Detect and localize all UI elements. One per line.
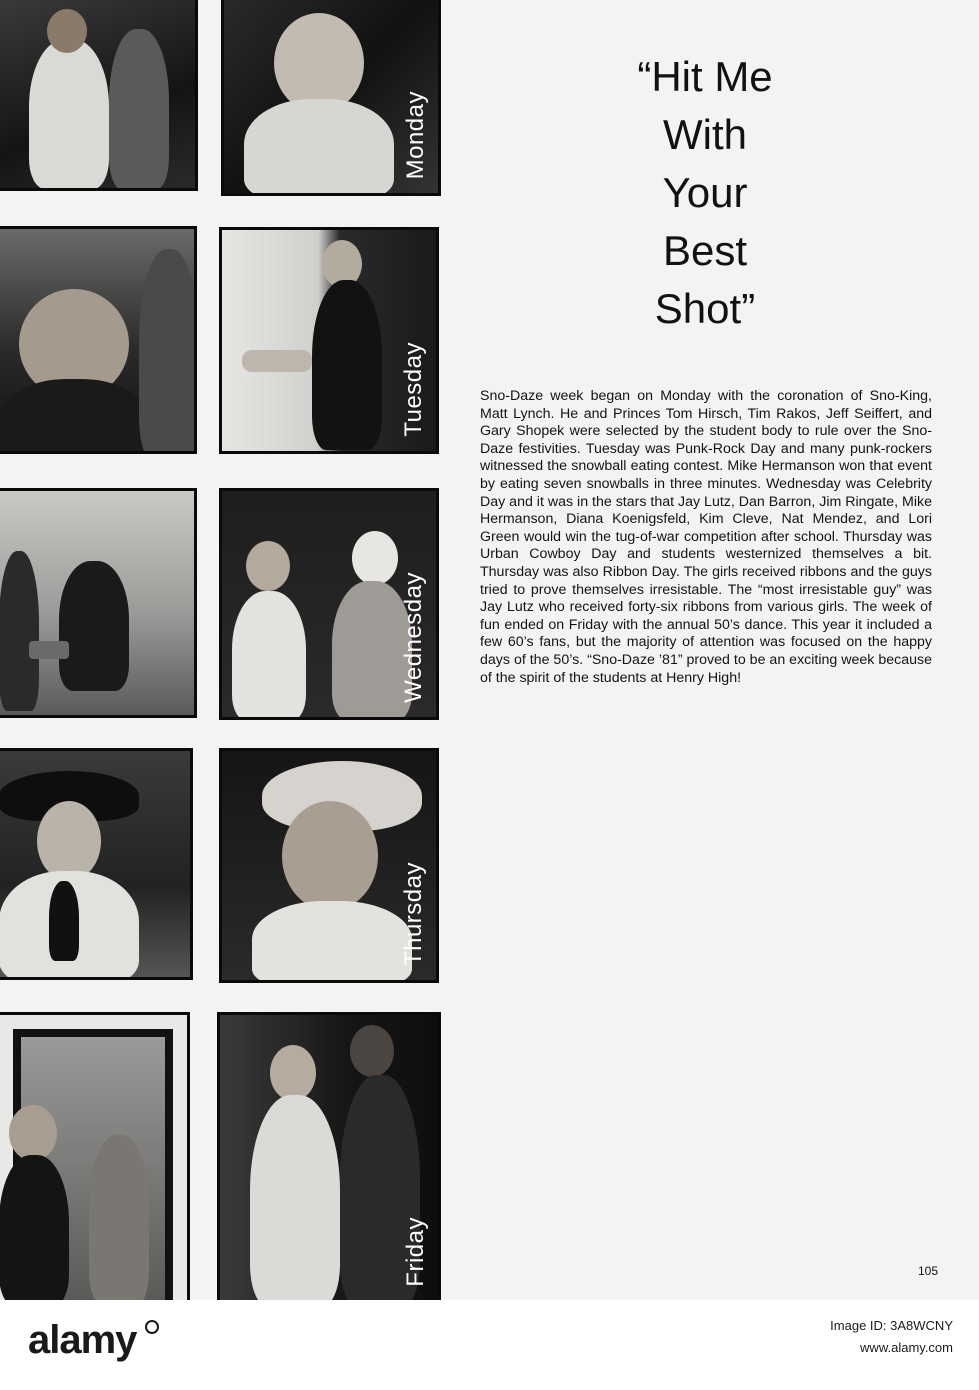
article-body: Sno-Daze week began on Monday with the coronation of Sno-King, Matt Lynch. He and Princes Tom Hirsch, Tim Rakos, Jeff Seiffert, and Gary Shopek were selected by the student body to rule over the Sno-Daze festivities. Tuesday was Punk-Rock Day and many punk-rockers witnessed the snowball eating contest. Mike Hermanson won that event by eating seven snowballs in three minutes. Wednesday was Celebrity Day and it was in the stars that Jay Lutz, Dan Barron, Jim Ringate, Mike Hermanson, Diana Koenigsfeld, Kim Cleve, Nat Mendez, and Lori Green would win the tug-of-war competition after school. Thursday was Urban Cowboy Day and students westernized themselves a bit. Thursday was also Ribbon Day. The girls received ribbons and the guys tried to prove themselves irresistable. The “most irresistable guy” was Jay Lutz who received forty-six ribbons from various girls. The week of fun ended on Friday with the annual 50’s dance. This year it included a few 60’s fans, but the majority of attention was focused on the happy days of the 50’s. “Sno-Daze ’81” proved to be an exciting week because of the spirit of the students at Henry High!	[480, 388, 932, 686]
photo-monday-dance	[0, 0, 198, 191]
photo-tuesday-punk	[0, 226, 197, 454]
headline	[560, 48, 850, 338]
headline-line: Best	[662, 227, 748, 274]
headline-line: Shot”	[654, 285, 756, 332]
headline-line: “Hit Me	[637, 53, 773, 100]
page-number: 105	[918, 1264, 939, 1278]
brand-logo: alamy	[28, 1318, 137, 1362]
photo-friday-greaser	[0, 1012, 190, 1300]
stock-footer	[0, 1300, 979, 1390]
photo-tuesday	[219, 227, 439, 454]
photo-thursday-cowboy	[0, 748, 193, 980]
photo-thursday	[219, 748, 439, 983]
photo-wednesday	[219, 488, 439, 720]
brand-mark-icon	[145, 1320, 159, 1334]
day-label-wednesday: Wednesday	[400, 572, 427, 703]
day-label-tuesday: Tuesday	[400, 342, 427, 437]
headline-line: With	[663, 111, 747, 158]
photo-friday	[217, 1012, 441, 1300]
photo-monday	[221, 0, 441, 196]
site-url: www.alamy.com	[860, 1340, 953, 1355]
photo-wednesday-tug	[0, 488, 197, 718]
image-id: Image ID: 3A8WCNY	[830, 1318, 953, 1333]
day-label-thursday: Thursday	[400, 861, 427, 966]
day-label-monday: Monday	[402, 90, 429, 179]
headline-line: Your	[662, 169, 748, 216]
day-label-friday: Friday	[402, 1217, 429, 1287]
